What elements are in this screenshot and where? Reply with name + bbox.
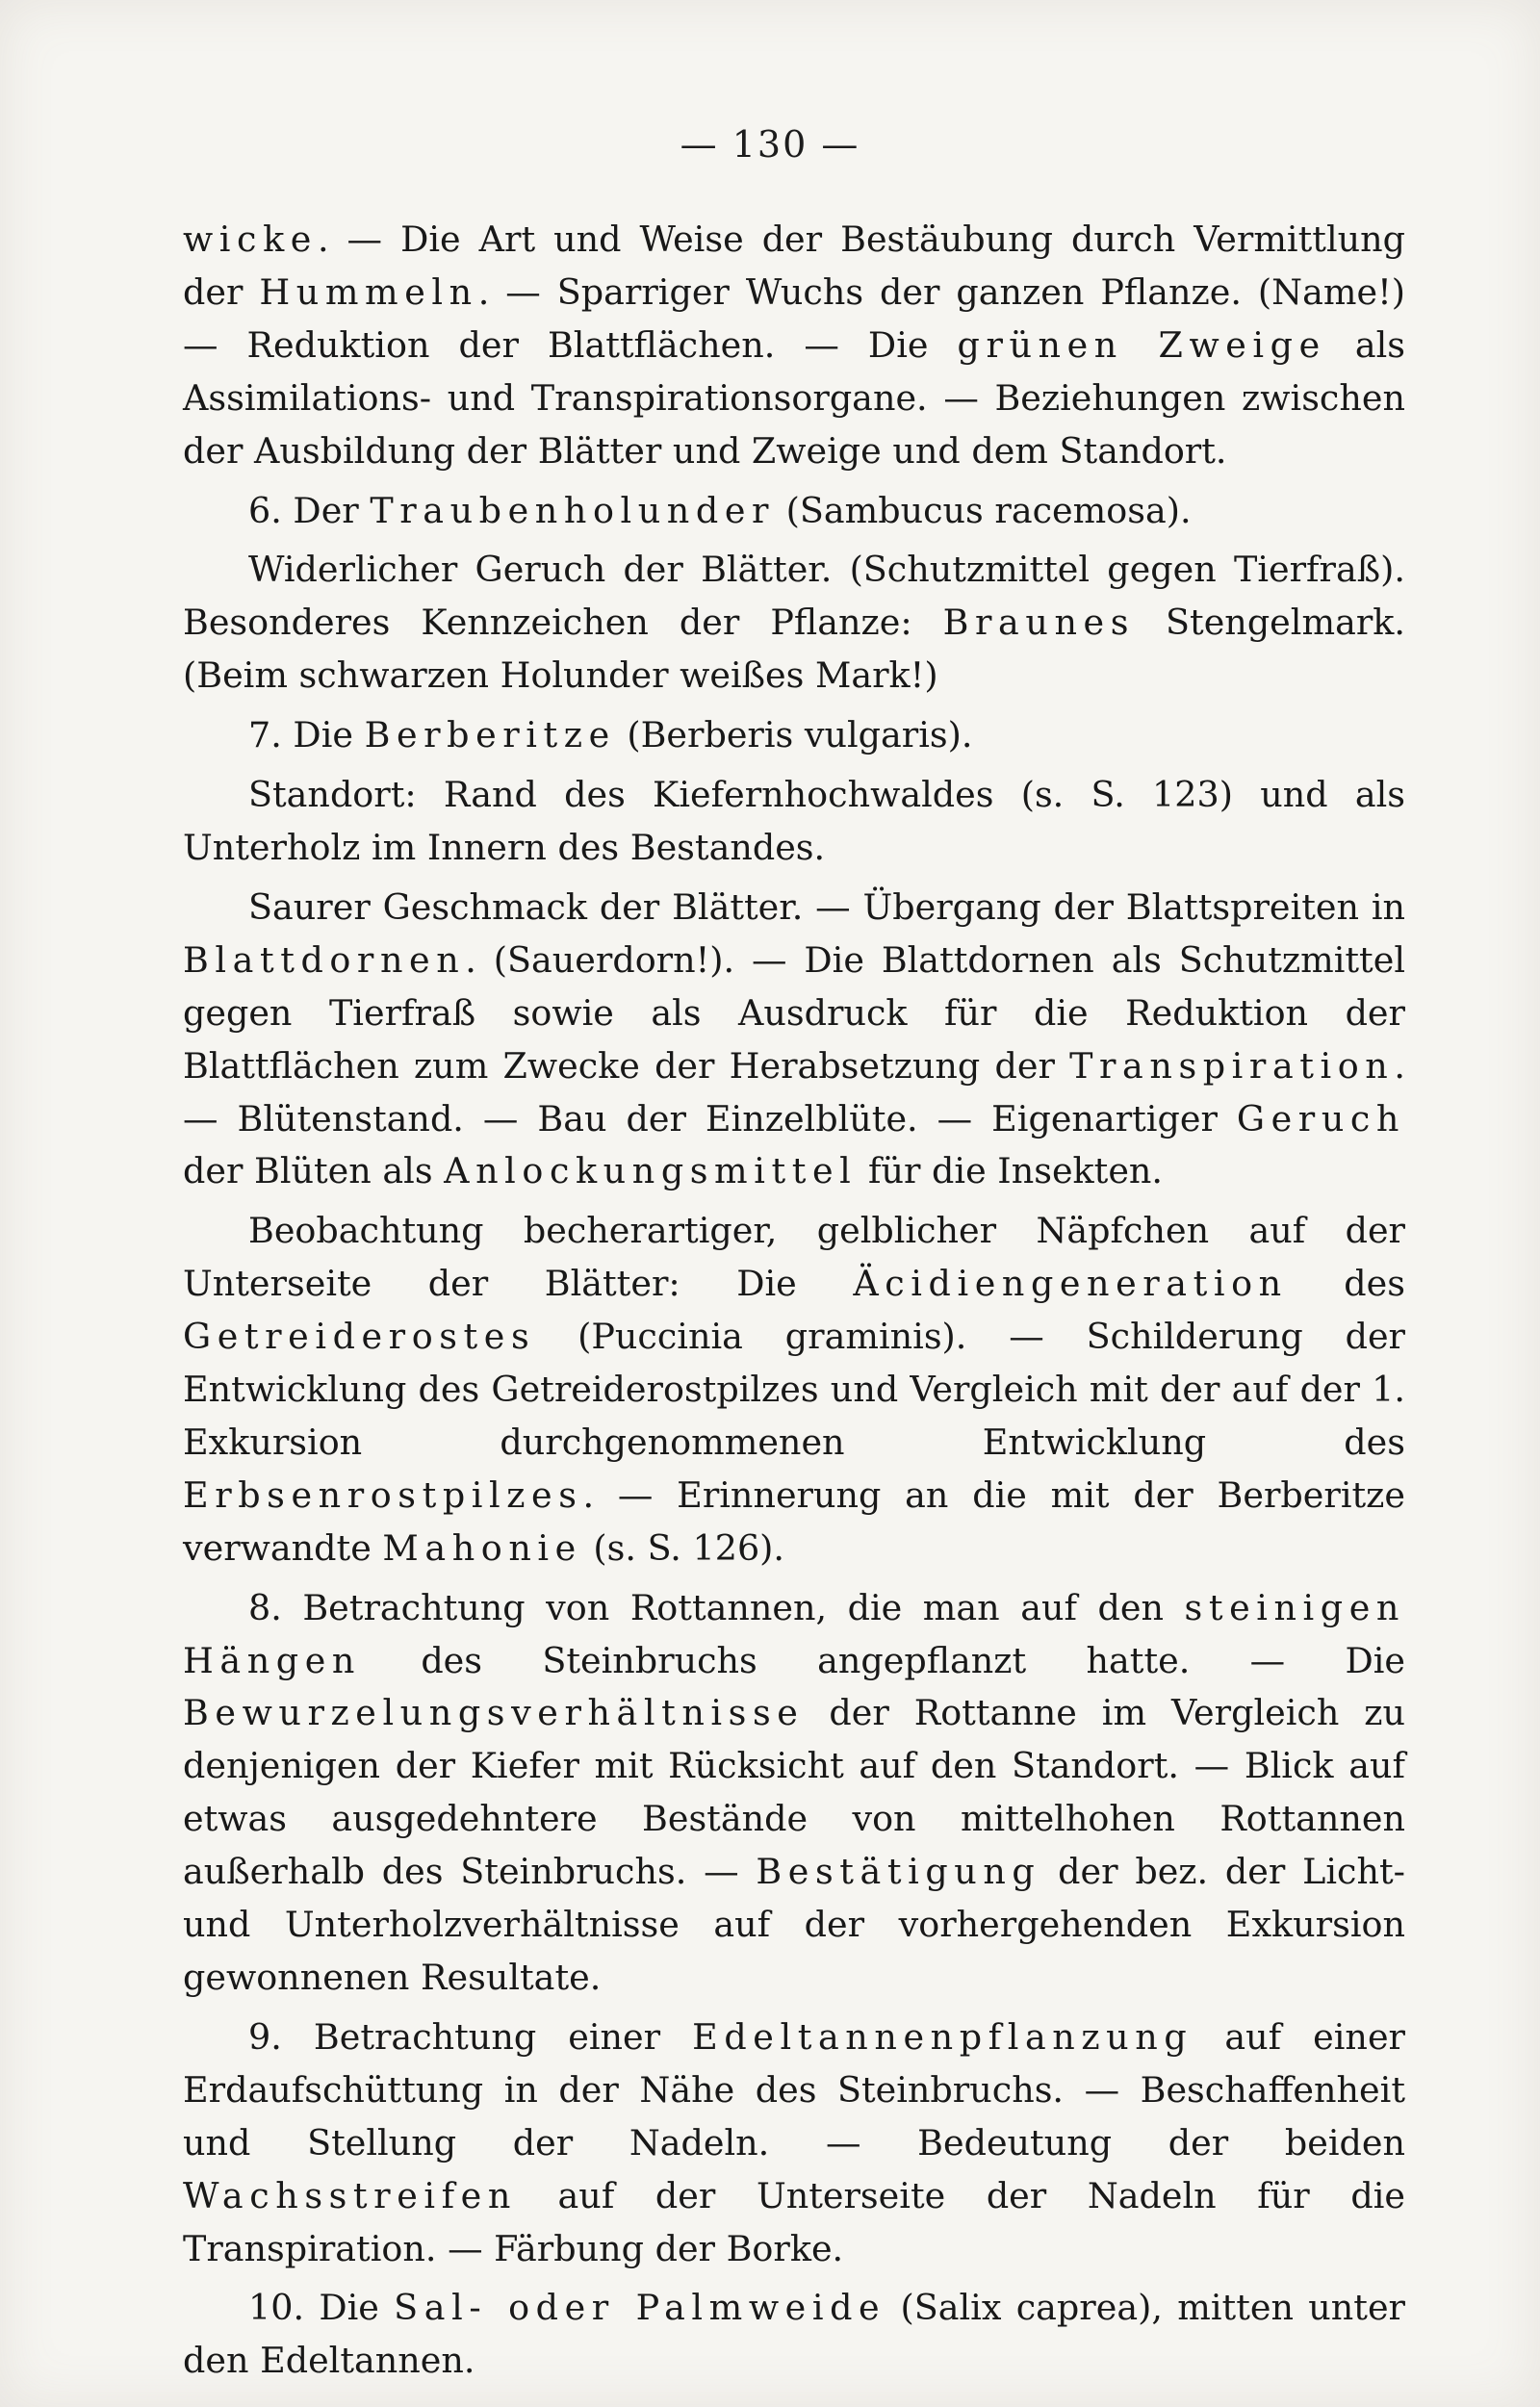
- emphasized-text: Getreiderostes: [183, 1316, 536, 1358]
- emphasized-text: grünen Zweige: [957, 323, 1326, 366]
- emphasized-text: Transpiration: [1069, 1044, 1395, 1087]
- text-run: . — Erinnerung an die mit der Berberitze verwandte: [183, 1473, 1405, 1569]
- emphasized-text: Berberitze: [364, 714, 616, 756]
- emphasized-text: steinigen Hängen: [183, 1586, 1405, 1681]
- paragraph: [183, 214, 1405, 478]
- emphasized-text: Erbsenrostpilzes: [183, 1473, 583, 1516]
- paragraph: [183, 2011, 1405, 2276]
- emphasized-text: Bestätigung: [756, 1851, 1041, 1893]
- body-text: [183, 214, 1405, 2394]
- emphasized-text: Hummeln: [259, 270, 478, 313]
- emphasized-text: Braunes: [942, 602, 1136, 644]
- text-run: 7. Die: [248, 714, 365, 756]
- text-run: für die Insekten.: [857, 1150, 1164, 1192]
- text-run: auf einer Erdaufschüttung in der Nähe des Steinbruchs. — Beschaffenheit und Stellung der Nadeln. — Bedeutung der beiden: [183, 2015, 1405, 2164]
- paragraph: [183, 709, 1405, 762]
- text-run: Standort: Rand des Kiefernhochwaldes (s. S. 123) und als Unterholz im Innern des Bestandes.: [183, 774, 1405, 868]
- text-run: 10. Die: [248, 2287, 395, 2329]
- emphasized-text: Edeltannenpflanzung: [692, 2015, 1194, 2058]
- text-run: 9. Betrachtung einer: [248, 2015, 693, 2058]
- text-run: 6. Der: [248, 489, 371, 531]
- text-run: Beobachtung becherartiger, gelblicher Näpfchen auf der Unterseite der Blätter: Die: [183, 1210, 1405, 1305]
- paragraph: [183, 2282, 1405, 2388]
- paragraph: [183, 1582, 1405, 2005]
- text-run: . (Sauerdorn!). — Die Blattdornen als Schutzmittel gegen Tierfraß sowie als Ausdruck für die Reduktion der Blattflächen zum Zwecke der Herabsetzung der: [183, 938, 1405, 1087]
- emphasized-text: wicke: [183, 218, 318, 260]
- emphasized-text: Äcidiengeneration: [853, 1263, 1288, 1305]
- emphasized-text: Wachsstreifen: [183, 2174, 517, 2216]
- text-run: des: [1287, 1263, 1405, 1305]
- text-run: Widerlicher Geruch der Blätter. (Schutzmittel gegen Tierfraß). Besonderes Kennzeichen der Pflanze:: [183, 549, 1405, 644]
- text-run: . — Die Art und Weise der Bestäubung durch Vermittlung der: [183, 218, 1405, 313]
- paragraph: [183, 882, 1405, 1198]
- emphasized-text: Anlockungsmittel: [444, 1150, 858, 1192]
- emphasized-text: Sal- oder Palmweide: [394, 2287, 886, 2329]
- text-run: Saurer Geschmack der Blätter. — Übergang der Blattspreiten in: [248, 885, 1405, 928]
- text-run: der Blüten als: [183, 1150, 445, 1192]
- emphasized-text: Traubenholunder: [370, 489, 776, 531]
- paragraph: [183, 1205, 1405, 1575]
- emphasized-text: Bewurzelungsverhältnisse: [183, 1692, 805, 1734]
- page-number: — 130 —: [680, 123, 860, 166]
- text-run: (Sambucus racemosa).: [775, 489, 1192, 531]
- text-run: (s. S. 126).: [581, 1526, 785, 1569]
- paragraph: [183, 769, 1405, 875]
- text-run: 8. Betrachtung von Rottannen, die man auf den: [248, 1586, 1185, 1628]
- text-run: . — Blütenstand. — Bau der Einzelblüte. — Eigenartiger: [183, 1044, 1405, 1139]
- text-run: der Rottanne im Vergleich zu denjenigen der Kiefer mit Rücksicht auf den Standort. — Blick auf etwas ausgedehntere Bestände von mittelhohen Rottannen außerhalb des Steinbruchs. —: [183, 1692, 1405, 1893]
- text-run: Stengelmark. (Beim schwarzen Holunder weißes Mark!): [183, 602, 1405, 697]
- text-run: auf der Unterseite der Nadeln für die Transpiration. — Färbung der Borke.: [183, 2174, 1405, 2269]
- text-run: . — Sparriger Wuchs der ganzen Pflanze. (Name!) — Reduktion der Blattflächen. — Die: [183, 270, 1405, 366]
- emphasized-text: Geruch: [1236, 1097, 1405, 1139]
- emphasized-text: Mahonie: [382, 1526, 582, 1569]
- text-run: (Puccinia graminis). — Schilderung der Entwicklung des Getreiderostpilzes und Vergleich mit der auf der 1. Exkursion durchgenommenen Entwicklung des: [183, 1316, 1405, 1463]
- emphasized-text: Blattdornen: [183, 938, 466, 981]
- text-run: als Assimilations- und Transpirationsorgane. — Beziehungen zwischen der Ausbildung der Blätter und Zweige und dem Standort.: [183, 323, 1405, 472]
- text-run: (Berberis vulgaris).: [615, 714, 973, 756]
- paragraph: [183, 485, 1405, 538]
- text-run: des Steinbruchs angepflanzt hatte. — Die: [361, 1639, 1405, 1681]
- text-run: der bez. der Licht- und Unterholzverhältnisse auf der vorhergehenden Exkursion gewonnenen Resultate.: [183, 1851, 1405, 1998]
- paragraph: [183, 544, 1405, 703]
- text-run: (Salix caprea), mitten unter den Edeltannen.: [183, 2287, 1405, 2382]
